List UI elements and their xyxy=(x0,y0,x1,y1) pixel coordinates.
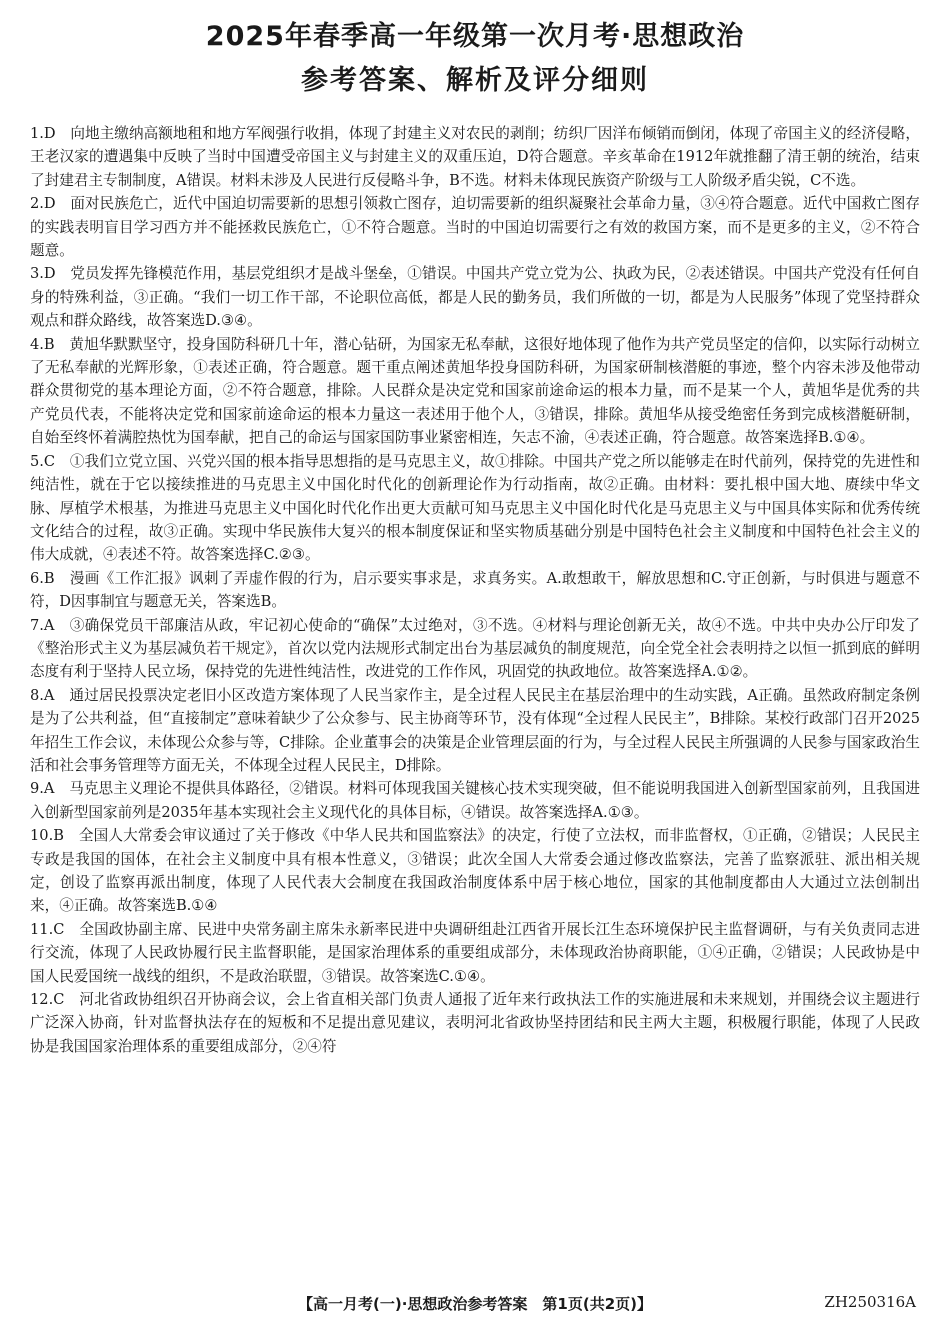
answer-text: 党员发挥先锋模范作用，基层党组织才是战斗堡垒，①错误。中国共产党立党为公、执政为民，②表述错误。中国共产党没有任何自身的特殊利益，③正确。“我们一切工作干部，不论职位高低，都是人民的勤务员，我们所做的一切，都是为人民服务”体现了党坚持群众观点和群众路线，故答案选D.③④。 xyxy=(30,265,920,330)
answer-number: 5.C xyxy=(30,452,56,470)
answer-list xyxy=(30,122,920,1058)
answer-text: ③确保党员干部廉洁从政，牢记初心使命的“确保”太过绝对，③不选。④材料与理论创新无关，故④不选。中共中央办公厅印发了《整治形式主义为基层减负若干规定》，首次以党内法规形式制定出台为基层减负的制度规范，向全党全社会表明持之以恒一抓到底的鲜明态度有利于坚持人民立场，保持党的先进性纯洁性，改进党的工作作风，巩固党的执政地位。故答案选择A.①②。 xyxy=(30,616,920,681)
answer-number: 12.C xyxy=(30,991,65,1009)
answer-item xyxy=(30,824,920,918)
answer-item xyxy=(30,450,920,567)
answer-item xyxy=(30,684,920,778)
answer-number: 8.A xyxy=(30,686,55,704)
answer-number: 10.B xyxy=(30,827,64,845)
answer-text: 面对民族危亡，近代中国迫切需要新的思想引领救亡图存，迫切需要新的组织凝聚社会革命力量，③④符合题意。近代中国救亡图存的实践表明盲目学习西方并不能拯救民族危亡，①不符合题意。当时的中国迫切需要行之有效的救国方案，而不是更多的主义，②不符合题意。 xyxy=(30,195,920,260)
answer-item xyxy=(30,918,920,988)
footer-label: 【高一月考(一)·思想政治参考答案 第1页(共2页)】 xyxy=(298,1295,652,1313)
answer-item xyxy=(30,262,920,332)
page-title: 2025年春季高一年级第一次月考·思想政治 xyxy=(205,21,745,52)
answer-number: 9.A xyxy=(30,780,55,798)
answer-text: 全国政协副主席、民进中央常务副主席朱永新率民进中央调研组赴江西省开展长江生态环境保护民主监督调研，与有关负责同志进行交流，体现了人民政协履行民主监督职能，是国家治理体系的重要组成部分，未体现政治协商职能，①④正确，②错误；人民政协是中国人民爱国统一战线的组织，不是政治联盟，③错误。故答案选C.①④。 xyxy=(30,920,920,985)
answer-text: 河北省政协组织召开协商会议，会上省直相关部门负责人通报了近年来行政执法工作的实施进展和未来规划，并围绕会议主题进行广泛深入协商，针对监督执法存在的短板和不足提出意见建议，表明河北省政协坚持团结和民主两大主题，积极履行职能，体现了人民政协是我国国家治理体系的重要组成部分，②④符 xyxy=(30,991,920,1055)
answer-number: 11.C xyxy=(30,920,65,938)
answer-number: 6.B xyxy=(30,569,55,587)
page-subtitle: 参考答案、解析及评分细则 xyxy=(301,65,649,96)
answer-text: 向地主缴纳高额地租和地方军阀强行收捐，体现了封建主义对农民的剥削；纺织厂因洋布倾销而倒闭，体现了帝国主义的经济侵略，王老汉家的遭遇集中反映了当时中国遭受帝国主义与封建主义的双重压迫，D符合题意。辛亥革命在1912年就推翻了清王朝的统治，结束了封建君主专制制度，A错误。材料未涉及人民进行反侵略斗争，B不选。材料未体现民族资产阶级与工人阶级矛盾尖锐，C不选。 xyxy=(30,125,920,189)
answer-text: ①我们立党立国、兴党兴国的根本指导思想指的是马克思主义，故①排除。中国共产党之所以能够走在时代前列，保持党的先进性和纯洁性，就在于它以接续推进的马克思主义中国化时代化的创新理论作为行动指南，故②正确。由材料：要扎根中国大地、赓续中华文脉、厚植学术根基，为推进马克思主义中国化时代化作出更大贡献可知马克思主义中国化时代化是马克思主义与中国具体实际和优秀传统文化结合的过程，故③正确。实现中华民族伟大复兴的根本制度保证和坚实物质基础分别是中国特色社会主义制度和中国特色社会主义的伟大成就，④表述不符。故答案选择C.②③。 xyxy=(30,452,920,564)
answer-number: 3.D xyxy=(30,265,56,283)
answer-item xyxy=(30,567,920,614)
answer-text: 全国人大常委会审议通过了关于修改《中华人民共和国监察法》的决定，行使了立法权，而非监督权，①正确，②错误；人民民主专政是我国的国体，在社会主义制度中具有根本性意义，③错误；此次全国人大常委会通过修改监察法，完善了监察派驻、派出相关规定，创设了监察再派出制度，体现了人民代表大会制度在我国政治制度体系中居于核心地位，国家的其他制度都由人大通过立法创制出来，④正确。故答案选B.①④ xyxy=(30,827,920,915)
page-footer xyxy=(0,1293,950,1317)
answer-item xyxy=(30,988,920,1058)
answer-item xyxy=(30,777,920,824)
answer-item xyxy=(30,614,920,684)
answer-text: 马克思主义理论不提供具体路径，②错误。材料可体现我国关键核心技术实现突破，但不能说明我国进入创新型国家前列，且我国进入创新型国家前列是2035年基本实现社会主义现代化的具体目标，④错误。故答案选择A.①③。 xyxy=(30,780,920,821)
answer-number: 4.B xyxy=(30,335,55,353)
answer-number: 1.D xyxy=(30,125,56,142)
answer-item xyxy=(30,192,920,262)
answer-text: 通过居民投票决定老旧小区改造方案体现了人民当家作主，是全过程人民民主在基层治理中的生动实践，A正确。虽然政府制定条例是为了公共利益，但“直接制定”意味着缺少了公众参与、民主协商等环节，没有体现“全过程人民民主”，B排除。某校行政部门召开2025年招生工作会议，未体现公众参与等，C排除。企业董事会的决策是企业管理层面的行为，与全过程人民民主所强调的人民参与国家政治生活和社会事务管理等方面无关，不体现全过程人民民主，D排除。 xyxy=(30,686,920,774)
answer-number: 2.D xyxy=(30,195,56,213)
answer-number: 7.A xyxy=(30,616,55,634)
answer-item xyxy=(30,122,920,192)
footer-code: ZH250316A xyxy=(824,1293,916,1311)
answer-text: 黄旭华默默坚守，投身国防科研几十年，潜心钻研，为国家无私奉献，这很好地体现了他作为共产党员坚定的信仰，以实际行动树立了无私奉献的光辉形象，①表述正确，符合题意。题干重点阐述黄旭华投身国防科研，为国家研制核潜艇的事迹，整个内容未涉及他带动群众贯彻党的基本理论方面，②不符合题意，排除。人民群众是决定党和国家前途命运的根本力量，而不是某一个人，黄旭华是优秀的共产党员代表，不能将决定党和国家前途命运的根本力量这一表述用于他个人，③错误，排除。黄旭华从接受绝密任务到完成核潜艇研制，自始至终怀着满腔热忱为国奉献，把自己的命运与国家国防事业紧密相连，矢志不渝，④表述正确，符合题意。故答案选择B.①④。 xyxy=(30,335,920,447)
answer-item xyxy=(30,333,920,450)
answer-text: 漫画《工作汇报》讽刺了弄虚作假的行为，启示要实事求是，求真务实。A.敢想敢干，解放思想和C.守正创新，与时俱进与题意不符，D因事制宜与题意无关，答案选B。 xyxy=(30,569,920,611)
